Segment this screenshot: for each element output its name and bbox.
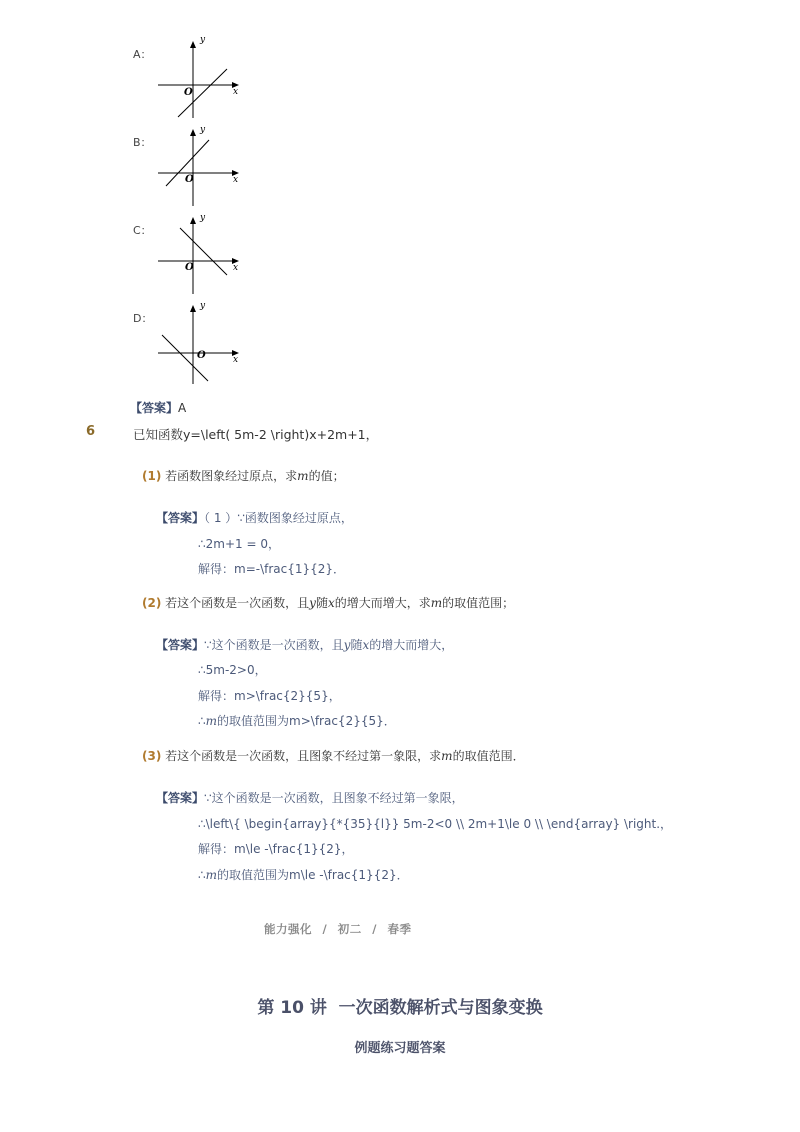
answer-tag: 【答案】	[156, 511, 205, 525]
part-number: (3)	[142, 749, 162, 763]
variable-m: m	[430, 596, 443, 610]
part-text: 的值；	[308, 469, 345, 483]
option-a-svg	[156, 36, 246, 122]
y-axis-label: y	[200, 301, 206, 311]
footer-grade: 初二	[337, 922, 362, 936]
y-axis-arrow-icon	[190, 129, 196, 136]
y-axis-label: y	[200, 125, 206, 135]
answer-text: 的取值范围为m>\frac{2}{5}．	[217, 714, 396, 728]
option-c-label: C：	[133, 224, 152, 237]
part-text: 的增大而增大，求	[334, 596, 431, 610]
variable-y: y	[343, 638, 351, 652]
page-footer	[264, 921, 411, 937]
option-b-graph	[156, 124, 246, 210]
answer-text: ∴2m+1 = 0，	[198, 537, 280, 551]
part-text: 随	[315, 596, 328, 610]
answer-text: 的增大而增大，	[369, 638, 454, 652]
part-text: 若这个函数是一次函数，且	[165, 596, 310, 610]
variable-x: x	[327, 596, 335, 610]
y-axis-label: y	[200, 213, 206, 223]
answer-text: ∴\left\{ \begin{array}{*{35}{l}} 5m-2<0 \\ 2m+1\le 0 \\ \end{array} \right.，	[198, 817, 673, 831]
footer-separator: /	[372, 922, 377, 936]
part-3-answer-line-4	[198, 866, 409, 883]
origin-label: O	[185, 174, 194, 185]
part-3-answer-line-1	[156, 789, 464, 806]
answer-value: A	[178, 401, 187, 415]
footer-brand: 能力强化	[264, 922, 312, 936]
variable-m: m	[441, 749, 453, 763]
y-axis-arrow-icon	[190, 305, 196, 312]
origin-label: O	[197, 350, 206, 361]
variable-x: x	[362, 638, 370, 652]
part-number: (2)	[142, 596, 162, 610]
answer-text: ∵这个函数是一次函数，且图象不经过第一象限，	[204, 791, 464, 805]
answer-text: ∴5m-2>0，	[198, 663, 267, 677]
answer-text: 解得：m>\frac{2}{5}，	[198, 689, 341, 703]
question-number: 6	[86, 424, 96, 439]
origin-label: O	[184, 87, 193, 98]
part-text: 若函数图象经过原点，求	[165, 469, 298, 483]
question-stem: 已知函数y=\left( 5m-2 \right)x+2m+1，	[133, 427, 379, 442]
part-2-question	[142, 594, 514, 611]
y-axis-arrow-icon	[190, 217, 196, 224]
answer-text: ∵这个函数是一次函数，且	[204, 638, 344, 652]
section-title: 例题练习题答案	[354, 1041, 446, 1056]
y-axis-label: y	[200, 36, 206, 45]
part-1-answer-line-1	[156, 509, 353, 526]
answer-tag: 【答案】	[156, 791, 205, 805]
part-3-answer-line-3	[198, 840, 354, 857]
y-axis-arrow-icon	[190, 41, 196, 48]
answer-tag: 【答案】	[156, 638, 205, 652]
answer-text: ∴	[198, 868, 206, 882]
part-1-answer-line-2	[198, 535, 280, 552]
option-d-label: D：	[133, 312, 153, 325]
answer-text: 的取值范围为m\le -\frac{1}{2}．	[217, 868, 409, 882]
x-axis-label: x	[233, 355, 239, 365]
answer-text: 随	[350, 638, 363, 652]
variable-m: m	[205, 714, 218, 728]
variable-y: y	[309, 596, 316, 610]
option-d-graph	[156, 300, 246, 386]
variable-m: m	[297, 469, 309, 483]
part-1-question	[142, 467, 345, 484]
part-text: 的取值范围；	[442, 596, 515, 610]
footer-separator: /	[322, 922, 328, 936]
part-2-answer-line-2	[198, 661, 267, 678]
option-d-svg	[156, 300, 246, 386]
footer-season: 春季	[387, 922, 412, 936]
part-3-question	[142, 747, 525, 764]
part-2-answer-line-1	[156, 636, 453, 653]
x-axis-label: x	[233, 263, 239, 273]
option-a-label: A：	[133, 48, 152, 61]
part-text: 若这个函数是一次函数，且图象不经过第一象限，求	[165, 749, 442, 763]
option-a-graph	[156, 36, 246, 122]
part-text: 的取值范围．	[452, 749, 525, 763]
part-3-answer-line-2	[198, 815, 672, 832]
part-number: (1)	[142, 469, 162, 483]
part-2-answer-line-4	[198, 712, 396, 729]
part-2-answer-line-3	[198, 687, 341, 704]
variable-m: m	[205, 868, 218, 882]
part-1-answer-line-3	[198, 560, 345, 577]
answer-tag: 【答案】	[130, 401, 179, 415]
origin-label: O	[185, 262, 194, 273]
option-b-svg	[156, 124, 246, 210]
option-b-label: B：	[133, 136, 152, 149]
x-axis-label: x	[233, 175, 239, 185]
option-c-graph	[156, 212, 246, 298]
answer-text: （ 1 ）∵函数图象经过原点，	[204, 511, 353, 525]
answer-text: ∴	[198, 714, 206, 728]
answer-text: 解得：m=-\frac{1}{2}．	[198, 562, 346, 576]
option-c-svg	[156, 212, 246, 298]
answer-text: 解得：m\le -\frac{1}{2}，	[198, 842, 354, 856]
x-axis-label: x	[233, 87, 239, 97]
q5-answer	[130, 399, 186, 416]
chapter-title: 第 10 讲 一次函数解析式与图象变换	[257, 998, 543, 1018]
